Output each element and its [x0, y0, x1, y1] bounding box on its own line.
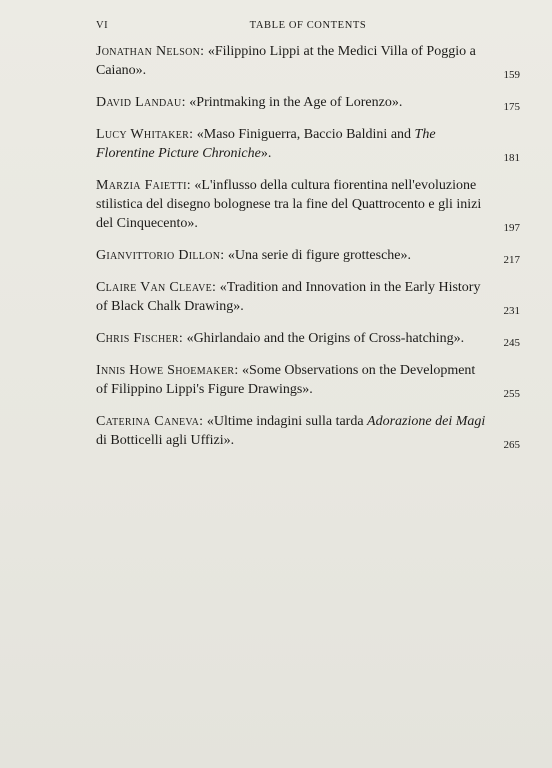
entry-page-number: 245 [503, 337, 520, 349]
entry-author: David Landau: [96, 95, 186, 110]
toc-entry [96, 412, 520, 450]
entry-title-italic: Adorazione dei Magi [367, 414, 486, 429]
table-of-contents [96, 42, 520, 463]
entry-page-number: 255 [503, 388, 520, 400]
toc-entry [96, 278, 520, 316]
toc-entry [96, 329, 520, 348]
entry-page-number: 197 [503, 222, 520, 234]
entry-author: Caterina Caneva: [96, 414, 204, 429]
running-head: TABLE OF CONTENTS [249, 20, 367, 31]
entry-title: «Ghirlandaio and the Origins of Cross-hatching». [183, 331, 465, 346]
entry-title-end: ». [260, 146, 272, 161]
entry-title: «L'influsso della cultura fiorentina nell'evoluzione stilistica del disegno bolognese tra la fine del Quattrocento e gli inizi del Cinquecento». [96, 178, 482, 231]
entry-author: Lucy Whitaker: [96, 127, 194, 142]
toc-entry [96, 361, 520, 399]
entry-author: Marzia Faietti: [96, 178, 191, 193]
entry-title-italic: The Florentine Picture Chroniche [96, 127, 436, 161]
entry-page-number: 265 [503, 439, 520, 451]
entry-author: Gianvittorio Dillon: [96, 248, 225, 263]
entry-title: «Printmaking in the Age of Lorenzo». [185, 95, 403, 110]
toc-entry [96, 125, 520, 163]
entry-page-number: 175 [503, 101, 520, 113]
entry-title: «Some Observations on the Development of Filippino Lippi's Figure Drawings». [96, 363, 476, 397]
entry-title: «Una serie di figure grottesche». [224, 248, 412, 263]
page-header [96, 20, 520, 38]
toc-entry [96, 42, 520, 80]
entry-title: «Maso Finiguerra, Baccio Baldini and [193, 127, 415, 142]
folio-number: VI [96, 20, 109, 31]
entry-page-number: 231 [503, 305, 520, 317]
toc-entry [96, 246, 520, 265]
entry-title: «Filippino Lippi at the Medici Villa of Poggio a Caiano». [96, 44, 476, 78]
entry-title-end: di Botticelli agli Uffizi». [96, 433, 235, 448]
entry-author: Claire Van Cleave: [96, 280, 217, 295]
entry-author: Chris Fischer: [96, 331, 184, 346]
entry-page-number: 159 [503, 69, 520, 81]
entry-title: «Ultime indagini sulla tarda [203, 414, 368, 429]
entry-page-number: 217 [503, 254, 520, 266]
toc-entry [96, 176, 520, 233]
entry-author: Jonathan Nelson: [96, 44, 205, 59]
entry-page-number: 181 [503, 152, 520, 164]
entry-title: «Tradition and Innovation in the Early History of Black Chalk Drawing». [96, 280, 481, 314]
entry-author: Innis Howe Shoemaker: [96, 363, 239, 378]
toc-entry [96, 93, 520, 112]
